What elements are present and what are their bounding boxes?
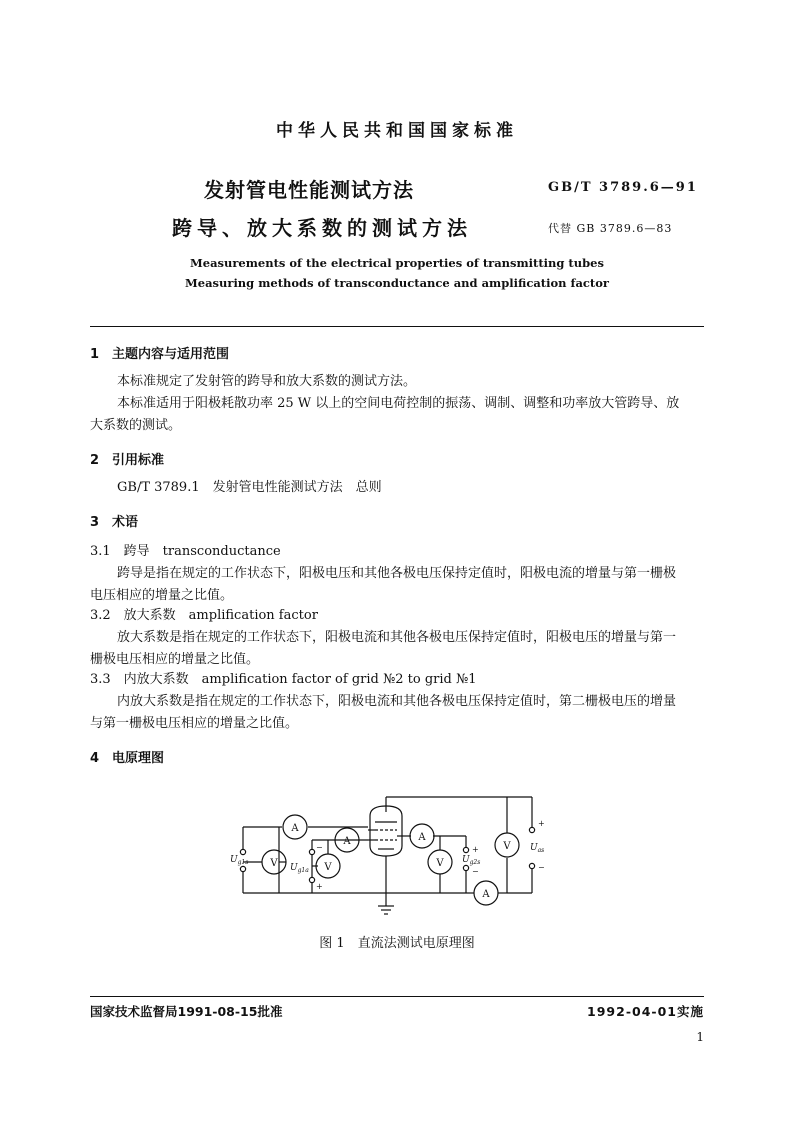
ug1a-label: U bbox=[290, 863, 298, 873]
svg-text:Ug2s bbox=[462, 855, 480, 866]
voltmeter-uas-label: V bbox=[503, 841, 511, 852]
english-title-2: Measuring methods of transconductance and amplification factor bbox=[185, 276, 609, 290]
minus-mark-screen: − bbox=[472, 867, 479, 876]
minus-mark-grid1: − bbox=[316, 843, 323, 852]
voltmeter-ug1a-label: V bbox=[324, 862, 332, 873]
title-line-2: 跨导、放大系数的测试方法 bbox=[172, 216, 472, 240]
plus-mark-screen: + bbox=[472, 845, 479, 854]
english-title-1: Measurements of the electrical properties of transmitting tubes bbox=[190, 256, 604, 270]
term-3-3-line-1: 内放大系数是指在规定的工作状态下，阳极电流和其他各极电压保持定值时，第二栅极电压的增量 bbox=[117, 694, 677, 709]
uas-subscript: as bbox=[537, 847, 545, 854]
plus-mark-anode: + bbox=[538, 819, 545, 828]
svg-text:Uas bbox=[530, 843, 544, 854]
term-3-1-line-2: 电压相应的增量之比值。 bbox=[90, 588, 234, 603]
plus-mark-grid1: + bbox=[316, 882, 323, 891]
title-line-1: 发射管电性能测试方法 bbox=[204, 178, 414, 202]
ug2s-subscript: g2s bbox=[469, 859, 481, 866]
ammeter-anode-label: A bbox=[482, 889, 490, 900]
section-2-heading: 2 引用标准 bbox=[90, 453, 165, 468]
ammeter-grid1-label: A bbox=[291, 823, 299, 834]
section-1-heading: 1 主题内容与适用范围 bbox=[90, 347, 230, 362]
voltmeter-ug2s-label: V bbox=[436, 858, 444, 869]
replaces-code: 代替 GB 3789.6—83 bbox=[548, 222, 673, 235]
effective-date: 1992-04-01实施 bbox=[587, 1004, 704, 1019]
term-3-2-title: 3.2 放大系数 amplification factor bbox=[90, 608, 318, 623]
section-3-heading: 3 术语 bbox=[90, 515, 139, 530]
voltmeter-ug1s-label: V bbox=[270, 858, 278, 869]
standard-code: GB/T 3789.6—91 bbox=[548, 180, 698, 195]
term-3-2-line-1: 放大系数是指在规定的工作状态下，阳极电流和其他各极电压保持定值时，阳极电压的增量与第一 bbox=[117, 630, 677, 645]
svg-text:Ug1a bbox=[290, 863, 309, 874]
section-1-paragraph-1: 本标准规定了发射管的跨导和放大系数的测试方法。 bbox=[117, 374, 417, 389]
term-3-2-line-2: 栅极电压相应的增量之比值。 bbox=[90, 652, 260, 667]
term-3-1-line-1: 跨导是指在规定的工作状态下，阳极电压和其他各极电压保持定值时，阳极电流的增量与第一栅极 bbox=[117, 566, 677, 581]
uas-label: U bbox=[530, 843, 538, 853]
section-4-heading: 4 电原理图 bbox=[90, 751, 165, 766]
minus-mark-anode: − bbox=[538, 863, 545, 872]
footer-rule bbox=[90, 996, 704, 997]
svg-text:Ug1s bbox=[230, 855, 248, 866]
ammeter-screen-label: A bbox=[418, 832, 426, 843]
term-3-1-title: 3.1 跨导 transconductance bbox=[90, 544, 281, 559]
section-1-paragraph-2-line-2: 大系数的测试。 bbox=[90, 418, 182, 433]
page-number: 1 bbox=[696, 1030, 704, 1044]
approval-date: 国家技术监督局1991-08-15批准 bbox=[90, 1004, 283, 1019]
ug1s-subscript: g1s bbox=[237, 859, 249, 866]
figure-caption: 图 1 直流法测试电原理图 bbox=[319, 936, 475, 951]
ammeter-grid2-label: A bbox=[343, 836, 351, 847]
section-1-paragraph-2-line-1: 本标准适用于阳极耗散功率 25 W 以上的空间电荷控制的振荡、调制、调整和功率放大管跨导、放 bbox=[117, 396, 680, 411]
term-3-3-title: 3.3 内放大系数 amplification factor of grid №2 to grid №1 bbox=[90, 672, 477, 687]
section-2-reference: GB/T 3789.1 发射管电性能测试方法 总则 bbox=[117, 480, 382, 495]
ug2s-label: U bbox=[462, 855, 470, 865]
ug1a-subscript: g1a bbox=[297, 867, 309, 874]
term-3-3-line-2: 与第一栅极电压相应的增量之比值。 bbox=[90, 716, 299, 731]
ug1s-label: U bbox=[230, 855, 238, 865]
national-standard-heading: 中华人民共和国国家标准 bbox=[276, 121, 518, 141]
